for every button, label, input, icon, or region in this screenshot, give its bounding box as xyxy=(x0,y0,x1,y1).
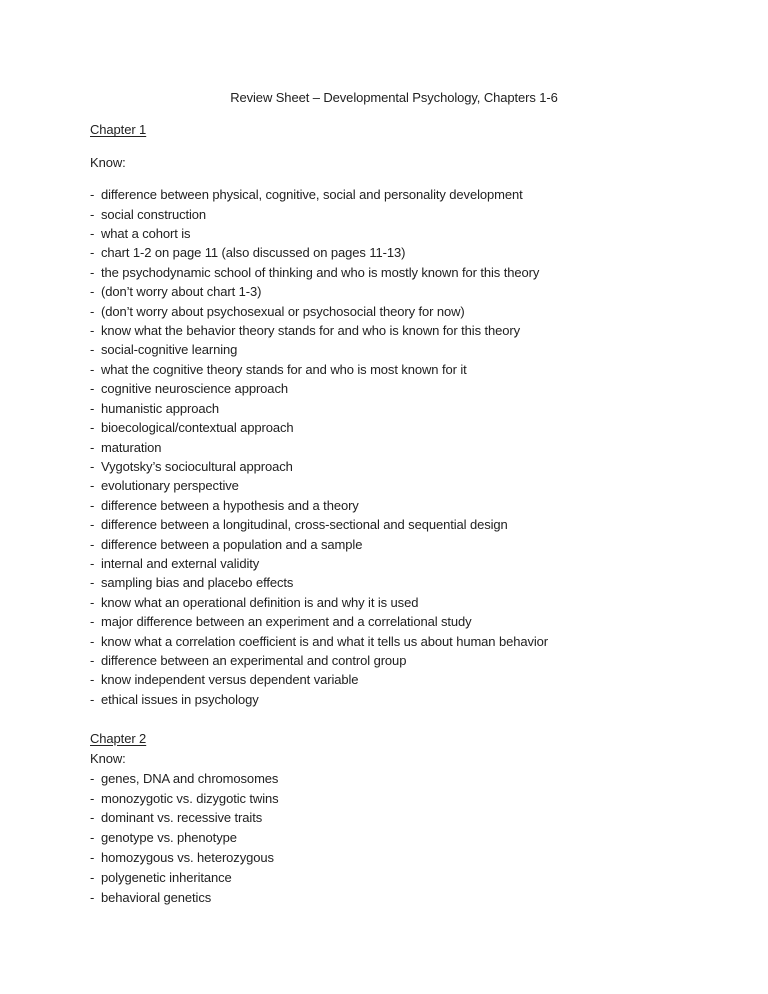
bullet-dash: - xyxy=(90,869,95,885)
bullet-dash: - xyxy=(90,245,95,261)
bullet-dash: - xyxy=(90,361,95,377)
list-item xyxy=(90,573,698,592)
bullet-dash: - xyxy=(90,206,95,222)
bullet-dash: - xyxy=(90,575,95,591)
bullet-dash: - xyxy=(90,303,95,319)
list-item xyxy=(90,418,698,437)
bullet-dash: - xyxy=(90,691,95,707)
bullet-dash: - xyxy=(90,555,95,571)
list-item-text: what a cohort is xyxy=(101,226,191,242)
list-item xyxy=(90,496,698,515)
chapter-1-know-label: Know: xyxy=(90,154,126,170)
bullet-dash: - xyxy=(90,614,95,630)
list-item xyxy=(90,457,698,476)
chapter-1-heading: Chapter 1 xyxy=(90,122,147,138)
bullet-dash: - xyxy=(90,264,95,280)
list-item-text: homozygous vs. heterozygous xyxy=(101,849,274,865)
bullet-dash: - xyxy=(90,400,95,416)
list-item-text: sampling bias and placebo effects xyxy=(101,575,294,591)
list-item xyxy=(90,476,698,495)
bullet-dash: - xyxy=(90,830,95,846)
list-item xyxy=(90,438,698,457)
list-item-text: social construction xyxy=(101,206,207,222)
section-chapter-1 xyxy=(90,120,698,709)
chapter-2-list xyxy=(90,769,698,908)
list-item-text: internal and external validity xyxy=(101,555,260,571)
bullet-dash: - xyxy=(90,497,95,513)
list-item xyxy=(90,224,698,243)
bullet-dash: - xyxy=(90,672,95,688)
document-title: Review Sheet – Developmental Psychology, Chapters 1-6 xyxy=(230,90,558,105)
list-item xyxy=(90,808,698,828)
bullet-dash: - xyxy=(90,342,95,358)
list-item xyxy=(90,302,698,321)
list-item-text: (don’t worry about psychosexual or psychosocial theory for now) xyxy=(101,303,465,319)
list-item-text: genes, DNA and chromosomes xyxy=(101,770,279,786)
list-item xyxy=(90,593,698,612)
list-item-text: what the cognitive theory stands for and who is most known for it xyxy=(101,361,467,377)
list-item xyxy=(90,340,698,359)
list-item-text: difference between an experimental and control group xyxy=(101,652,407,668)
list-item-text: evolutionary perspective xyxy=(101,478,239,494)
list-item xyxy=(90,651,698,670)
list-item-text: ethical issues in psychology xyxy=(101,691,259,707)
list-item xyxy=(90,868,698,888)
list-item-text: difference between physical, cognitive, social and personality development xyxy=(101,187,523,203)
list-item xyxy=(90,554,698,573)
bullet-dash: - xyxy=(90,594,95,610)
list-item-text: know what the behavior theory stands for and who is known for this theory xyxy=(101,323,521,339)
bullet-dash: - xyxy=(90,323,95,339)
bullet-dash: - xyxy=(90,810,95,826)
list-item-text: polygenetic inheritance xyxy=(101,869,232,885)
list-item-text: know what a correlation coefficient is and what it tells us about human behavior xyxy=(101,633,549,649)
list-item xyxy=(90,535,698,554)
list-item-text: behavioral genetics xyxy=(101,889,212,905)
bullet-dash: - xyxy=(90,284,95,300)
list-item-text: cognitive neuroscience approach xyxy=(101,381,288,397)
bullet-dash: - xyxy=(90,536,95,552)
list-item xyxy=(90,632,698,651)
list-item xyxy=(90,515,698,534)
list-item xyxy=(90,205,698,224)
list-item-text: chart 1-2 on page 11 (also discussed on pages 11-13) xyxy=(101,245,406,261)
list-item xyxy=(90,185,698,204)
list-item-text: humanistic approach xyxy=(101,400,220,416)
bullet-dash: - xyxy=(90,478,95,494)
list-item-text: difference between a hypothesis and a theory xyxy=(101,497,359,513)
list-item-text: genotype vs. phenotype xyxy=(101,830,237,846)
list-item xyxy=(90,670,698,689)
list-item-text: Vygotsky’s sociocultural approach xyxy=(101,458,293,474)
bullet-dash: - xyxy=(90,790,95,806)
list-item-text: major difference between an experiment and a correlational study xyxy=(101,614,472,630)
list-item-text: dominant vs. recessive traits xyxy=(101,810,263,826)
list-item-text: the psychodynamic school of thinking and who is mostly known for this theory xyxy=(101,264,540,280)
bullet-dash: - xyxy=(90,633,95,649)
list-item xyxy=(90,828,698,848)
list-item-text: know independent versus dependent variable xyxy=(101,672,359,688)
bullet-dash: - xyxy=(90,652,95,668)
list-item xyxy=(90,769,698,789)
list-item-text: (don’t worry about chart 1-3) xyxy=(101,284,262,300)
list-item xyxy=(90,888,698,908)
bullet-dash: - xyxy=(90,420,95,436)
bullet-dash: - xyxy=(90,849,95,865)
list-item xyxy=(90,243,698,262)
bullet-dash: - xyxy=(90,439,95,455)
bullet-dash: - xyxy=(90,889,95,905)
list-item-text: maturation xyxy=(101,439,162,455)
list-item-text: social-cognitive learning xyxy=(101,342,238,358)
bullet-dash: - xyxy=(90,187,95,203)
bullet-dash: - xyxy=(90,381,95,397)
chapter-2-heading: Chapter 2 xyxy=(90,731,147,747)
list-item xyxy=(90,789,698,809)
list-item-text: monozygotic vs. dizygotic twins xyxy=(101,790,279,806)
chapter-2-know-label: Know: xyxy=(90,750,126,766)
bullet-dash: - xyxy=(90,226,95,242)
section-chapter-2 xyxy=(90,729,698,907)
list-item xyxy=(90,321,698,340)
list-item xyxy=(90,379,698,398)
bullet-dash: - xyxy=(90,517,95,533)
bullet-dash: - xyxy=(90,770,95,786)
list-item xyxy=(90,848,698,868)
list-item xyxy=(90,282,698,301)
list-item xyxy=(90,690,698,709)
chapter-1-list xyxy=(90,185,698,709)
list-item-text: know what an operational definition is and why it is used xyxy=(101,594,419,610)
list-item-text: bioecological/contextual approach xyxy=(101,420,294,436)
bullet-dash: - xyxy=(90,458,95,474)
list-item-text: difference between a population and a sample xyxy=(101,536,363,552)
list-item xyxy=(90,263,698,282)
list-item xyxy=(90,399,698,418)
list-item xyxy=(90,612,698,631)
list-item-text: difference between a longitudinal, cross-sectional and sequential design xyxy=(101,517,508,533)
list-item xyxy=(90,360,698,379)
